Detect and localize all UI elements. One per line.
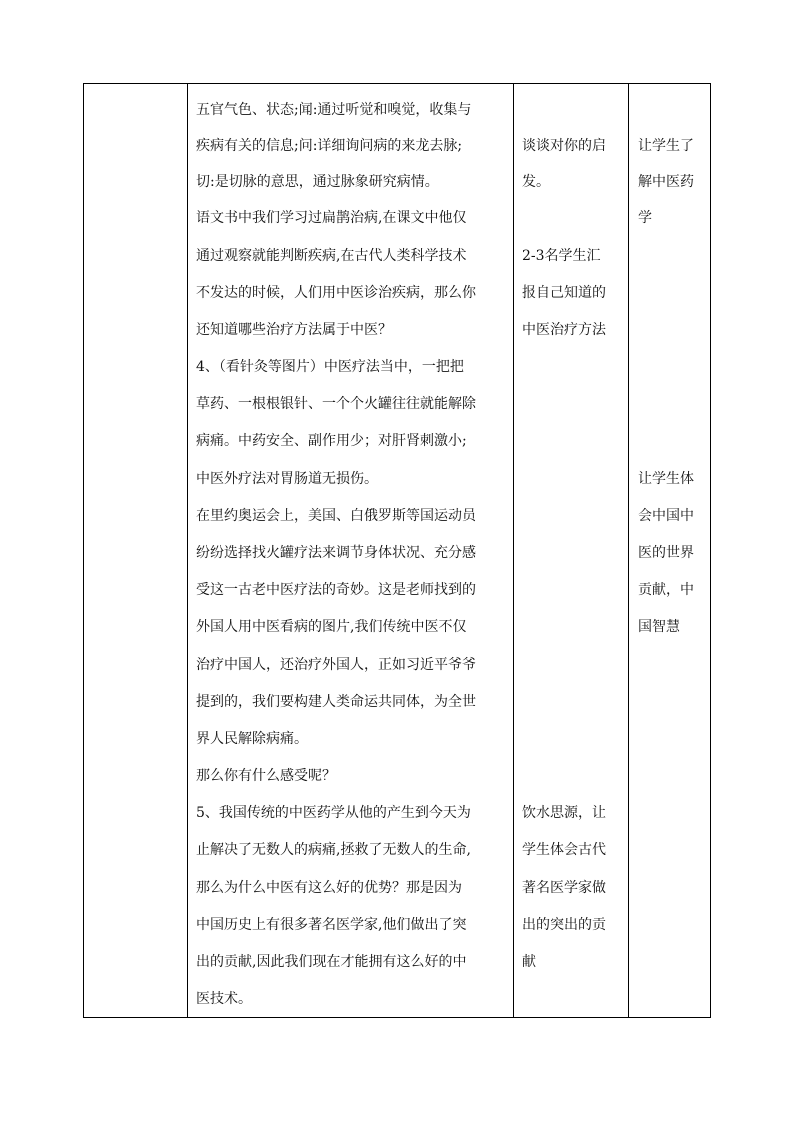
intent-line: 医的世界	[638, 545, 694, 561]
content-line: 提到的，我们要构建人类命运共同体，为全世	[196, 694, 476, 710]
content-line: 医技术。	[196, 991, 252, 1007]
intent-line: 解中医药	[638, 174, 694, 190]
content-line: 治疗中国人，还治疗外国人，正如习近平爷爷	[196, 657, 476, 673]
intent-line: 国智慧	[638, 619, 680, 635]
intent-line: 学	[638, 210, 652, 226]
content-line: 止解决了无数人的病痛,拯救了无数人的生命,	[196, 842, 471, 858]
student-line: 发。	[522, 174, 550, 190]
content-line: 5、我国传统的中医药学从他的产生到今天为	[196, 805, 471, 821]
content-line: 还知道哪些治疗方法属于中医？	[196, 322, 392, 338]
content-line: 语文书中我们学习过扁鹊治病,在课文中他仅	[196, 210, 467, 226]
content-line: 病痛。中药安全、副作用少；对肝肾刺激小;	[196, 433, 467, 449]
content-line: 中医外疗法对胃肠道无损伤。	[196, 471, 378, 487]
content-line: 中国历史上有很多著名医学家,他们做出了突	[196, 917, 467, 933]
lesson-plan-table	[83, 83, 711, 1018]
content-line: 草药、一根根银针、一个个火罐往往就能解除	[196, 396, 476, 412]
column-divider	[187, 84, 188, 1017]
student-line: 2-3名学生汇	[522, 248, 601, 264]
intent-line: 让学生体	[638, 471, 694, 487]
intent-line: 会中国中	[638, 508, 694, 524]
student-line: 献	[522, 954, 536, 970]
content-line: 受这一古老中医疗法的奇妙。这是老师找到的	[196, 582, 476, 598]
content-line: 出的贡献,因此我们现在才能拥有这么好的中	[196, 954, 467, 970]
column-divider	[513, 84, 514, 1017]
column-divider	[628, 84, 629, 1017]
content-line: 纷纷选择找火罐疗法来调节身体状况、充分感	[196, 545, 476, 561]
content-line: 五官气色、状态;闻:通过听觉和嗅觉，收集与	[196, 102, 472, 118]
student-line: 中医治疗方法	[522, 322, 606, 338]
content-line: 那么为什么中医有这么好的优势？那是因为	[196, 880, 462, 896]
student-line: 出的突出的贡	[522, 917, 606, 933]
content-line: 4、（看针灸等图片）中医疗法当中，一把把	[196, 359, 464, 375]
student-line: 学生体会古代	[522, 842, 606, 858]
student-line: 报自己知道的	[522, 285, 606, 301]
content-line: 疾病有关的信息;问:详细询问病的来龙去脉;	[196, 138, 463, 154]
content-line: 在里约奥运会上，美国、白俄罗斯等国运动员	[196, 508, 476, 524]
content-line: 那么你有什么感受呢？	[196, 768, 336, 784]
content-line: 切:是切脉的意思，通过脉象研究病情。	[196, 174, 439, 190]
student-line: 著名医学家做	[522, 880, 606, 896]
content-line: 不发达的时候，人们用中医诊治疾病，那么你	[196, 285, 476, 301]
content-line: 外国人用中医看病的图片,我们传统中医不仅	[196, 619, 467, 635]
content-line: 界人民解除病痛。	[196, 731, 308, 747]
intent-line: 贡献，中	[638, 582, 694, 598]
intent-line: 让学生了	[638, 138, 694, 154]
content-line: 通过观察就能判断疾病,在古代人类科学技术	[196, 248, 467, 264]
student-line: 谈谈对你的启	[522, 138, 606, 154]
student-line: 饮水思源，让	[522, 805, 606, 821]
